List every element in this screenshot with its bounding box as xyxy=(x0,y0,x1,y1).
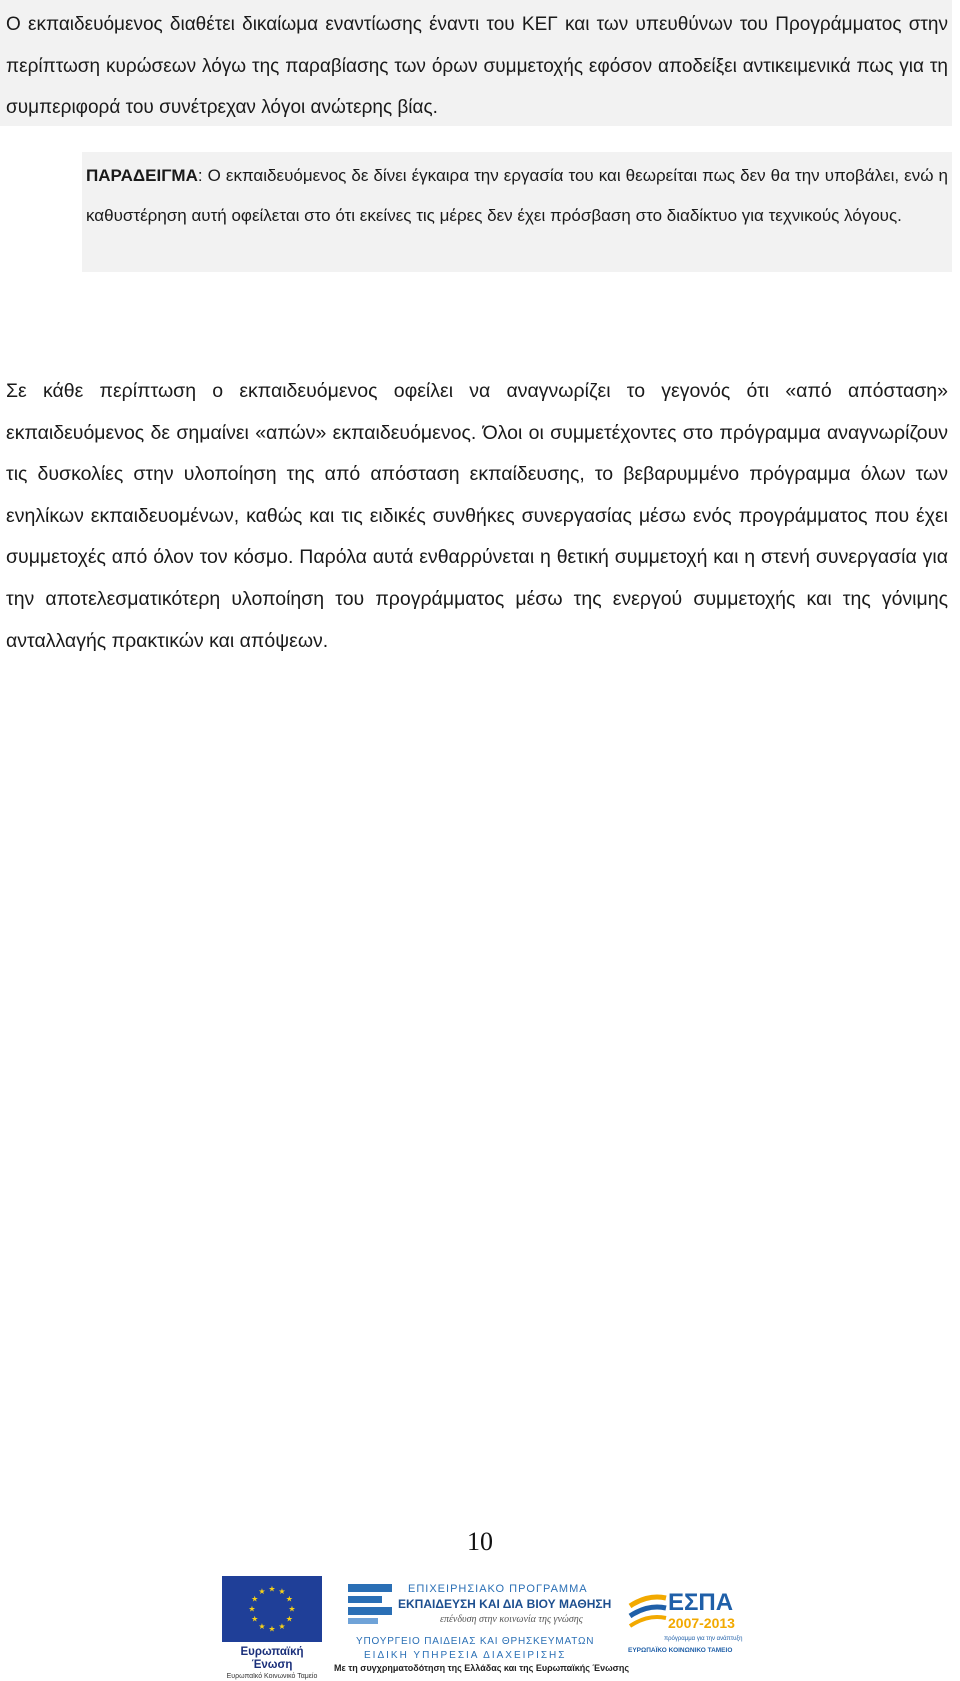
cofunding-tagline: Με τη συγχρηματοδότηση της Ελλάδας και της Ευρωπαϊκής Ένωσης xyxy=(334,1663,630,1673)
edbm-mark-icon xyxy=(348,1584,392,1624)
espa-years: 2007-2013 xyxy=(668,1615,735,1631)
eu-star-icon: ★ xyxy=(288,1604,296,1614)
example-text: : Ο εκπαιδευόμενος δε δίνει έγκαιρα την εργασία του και θεωρείται πως δεν θα την υποβάλει, ενώ η καθυστέρηση αυτή οφείλεται στο ότι εκείνες τις μέρες δεν έχει πρόσβαση στο διαδίκτυο για τεχνικούς λόγους. xyxy=(86,166,948,225)
edbm-line2: ΕΚΠΑΙΔΕΥΣΗ ΚΑΙ ΔΙΑ ΒΙΟΥ ΜΑΘΗΣΗ xyxy=(398,1597,612,1611)
eu-star-icon: ★ xyxy=(268,1624,276,1634)
eu-star-icon: ★ xyxy=(258,1587,266,1597)
eu-star-icon: ★ xyxy=(251,1594,259,1604)
rights-paragraph-text: Ο εκπαιδευόμενος διαθέτει δικαίωμα εναντίωσης έναντι του ΚΕΓ και των υπευθύνων του Προγράμματος στην περίπτωση κυρώσεων λόγω της παραβίασης των όρων συμμετοχής εφόσον αποδείξει αντικειμενικά πως για τη συμπεριφορά του συνέτρεχαν λόγοι ανώτερης βίας. xyxy=(6,14,948,118)
eu-logo-subtitle: Ευρωπαϊκό Κοινωνικό Ταμείο xyxy=(226,1673,318,1680)
eu-star-icon: ★ xyxy=(258,1621,266,1631)
edbm-slogan: επένδυση στην κοινωνία της γνώσης xyxy=(440,1614,583,1625)
eu-star-icon: ★ xyxy=(278,1587,286,1597)
eu-flag-icon xyxy=(222,1576,322,1642)
example-label: ΠΑΡΑΔΕΙΓΜΑ xyxy=(86,166,198,185)
page-number: 10 xyxy=(467,1527,493,1556)
edbm-logo xyxy=(348,1580,618,1664)
espa-swoosh-icon xyxy=(630,1597,666,1626)
eu-logo xyxy=(220,1576,324,1678)
example-box xyxy=(82,152,952,272)
participation-paragraph-text: Σε κάθε περίπτωση ο εκπαιδευόμενος οφείλει να αναγνωρίζει το γεγονός ότι «από απόσταση» εκπαιδευόμενος δε σημαίνει «απών» εκπαιδευόμενος. Όλοι οι συμμετέχοντες στο πρόγραμμα αναγνωρίζουν τις δυσκολίες στην υλοποίηση της από απόσταση εκπαίδευσης, το βεβαρυμμένο πρόγραμμα όλων των ενηλίκων εκπαιδευομένων, καθώς και τις ειδικές συνθήκες συνεργασίας μέσω ενός προγράμματος που έχει συμμετοχές από όλον τον κόσμο. Παρόλα αυτά ενθαρρύνεται η θετική συμμετοχή και η στενή συνεργασία για την αποτελεσματικότερη υλοποίηση του προγράμματος μέσω της ενεργού συμμετοχής και της γόνιμης ανταλλαγής πρακτικών και απόψεων. xyxy=(6,380,948,652)
edbm-line1: ΕΠΙΧΕΙΡΗΣΙΑΚΟ ΠΡΟΓΡΑΜΜΑ xyxy=(408,1583,588,1595)
eu-star-icon: ★ xyxy=(278,1621,286,1631)
espa-logo xyxy=(628,1584,746,1656)
eu-star-icon: ★ xyxy=(268,1584,276,1594)
participation-paragraph xyxy=(0,371,952,662)
edbm-line4: ΕΙΔΙΚΗ ΥΠΗΡΕΣΙΑ ΔΙΑΧΕΙΡΙΣΗΣ xyxy=(364,1650,567,1661)
edbm-line3: ΥΠΟΥΡΓΕΙΟ ΠΑΙΔΕΙΑΣ ΚΑΙ ΘΡΗΣΚΕΥΜΑΤΩΝ xyxy=(356,1636,595,1647)
eu-star-icon: ★ xyxy=(248,1604,256,1614)
espa-fund: ΕΥΡΩΠΑΪΚΟ ΚΟΙΝΩΝΙΚΟ ΤΑΜΕΙΟ xyxy=(628,1647,733,1654)
eu-logo-title: Ευρωπαϊκή Ένωση xyxy=(240,1646,304,1671)
eu-logo-caption xyxy=(220,1646,324,1681)
rights-paragraph xyxy=(0,0,952,126)
espa-name: ΕΣΠΑ xyxy=(668,1589,734,1616)
espa-slogan: πρόγραμμα για την ανάπτυξη xyxy=(664,1636,743,1642)
eu-star-icon: ★ xyxy=(251,1614,259,1624)
eu-star-icon: ★ xyxy=(285,1614,293,1624)
eu-star-icon: ★ xyxy=(285,1594,293,1604)
